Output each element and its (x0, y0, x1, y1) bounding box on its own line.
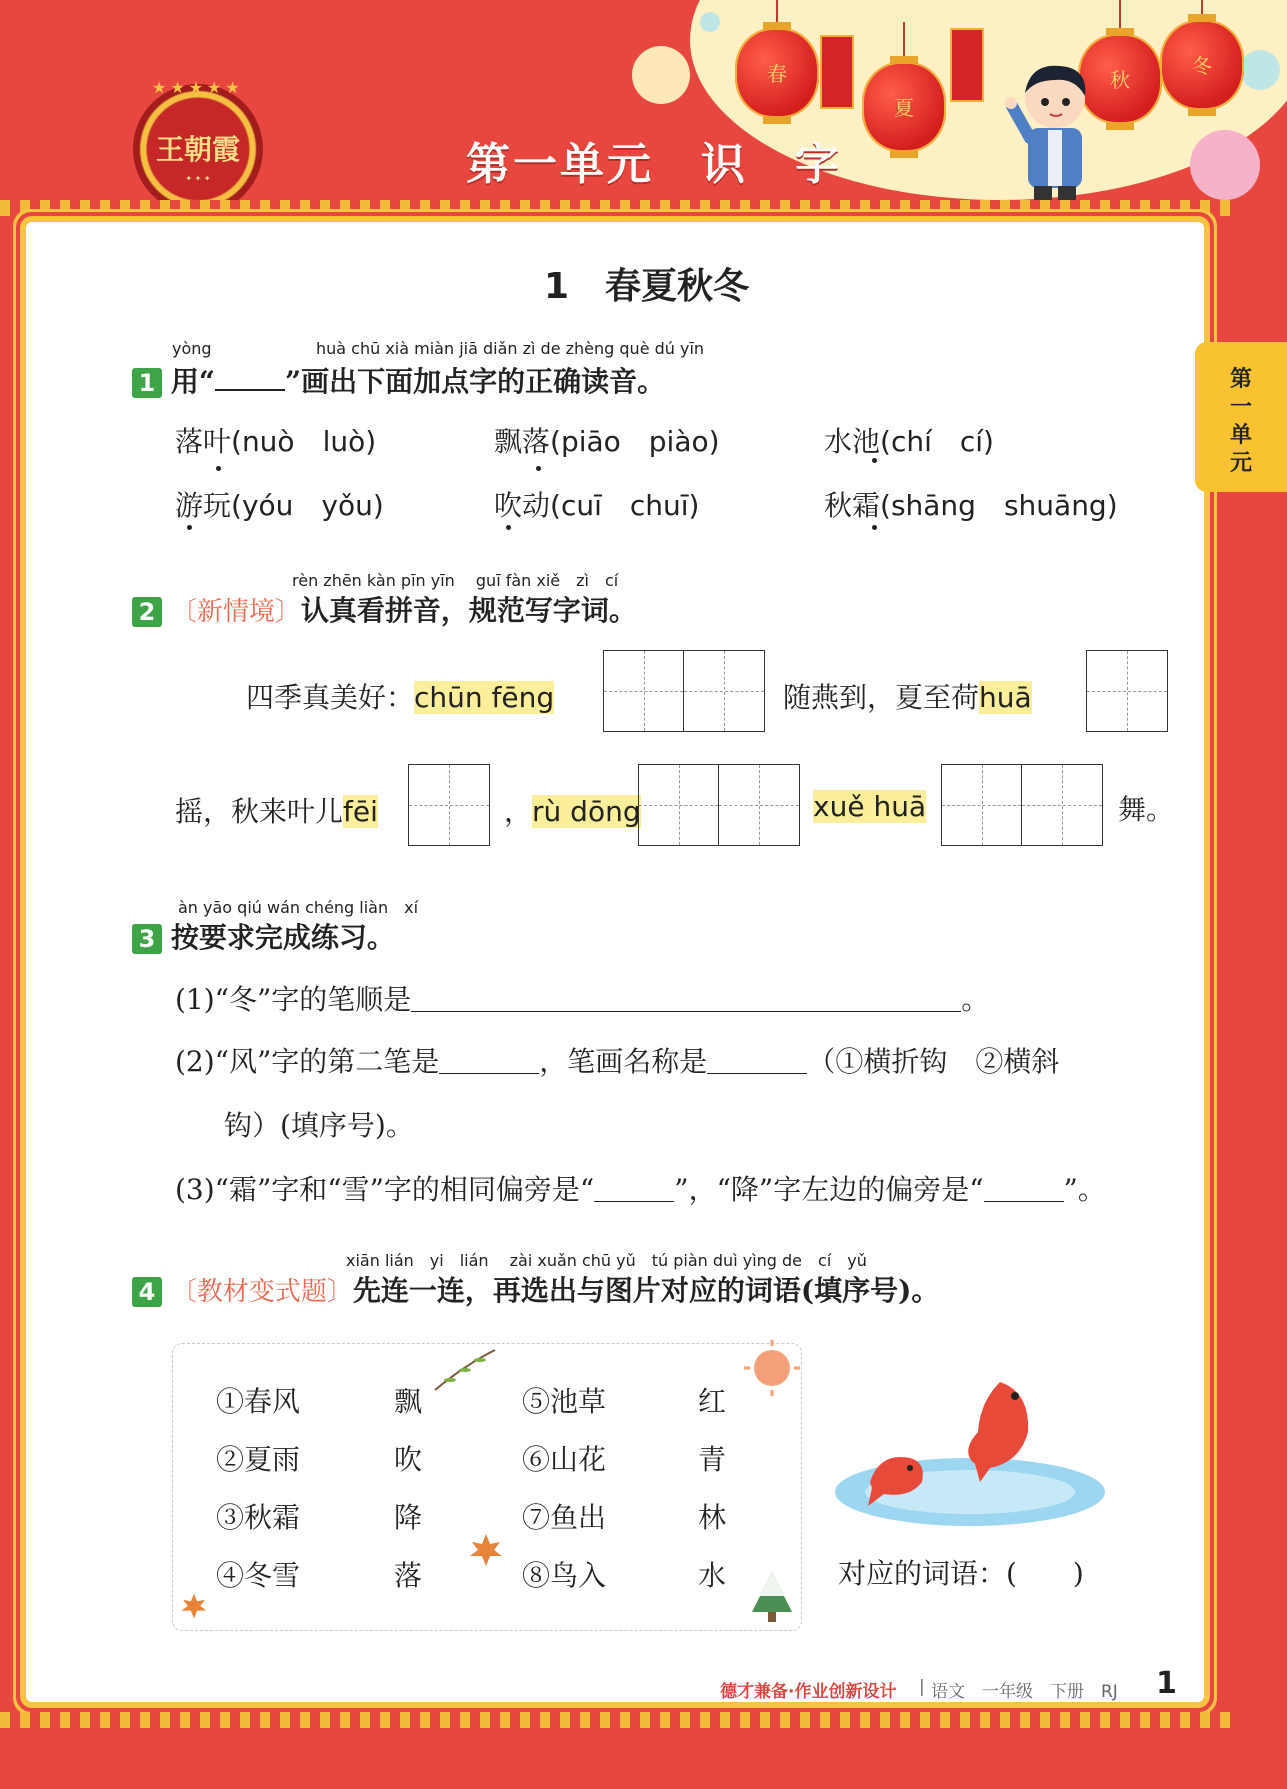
q3-pinyin: àn yāo qiú wán chéng liàn xí (178, 898, 419, 917)
snowy-tree-icon (748, 1568, 796, 1624)
q2-instruction: 2 〔新情境〕认真看拼音，规范写字词。 (132, 589, 637, 629)
writing-grid[interactable] (1086, 650, 1168, 732)
q2-line1-text-b: 随燕到，夏至荷huā (783, 681, 1032, 714)
q1-item: 吹动(cuī chuī) (494, 489, 700, 522)
lantern-icon: 春 (735, 28, 819, 118)
maple-leaf-icon (468, 1532, 504, 1568)
q1-item: 飘落(piāo piào) (494, 425, 720, 458)
q1-item: 游玩(yóu yǒu) (175, 489, 384, 522)
maple-leaf-icon (180, 1592, 208, 1620)
q2-line2-text: 摇，秋来叶儿fēi (175, 795, 378, 828)
logo-stars-icon: ★★★★★ (152, 78, 244, 97)
answer-blank[interactable] (984, 1175, 1064, 1202)
q4-number: 4 (132, 1277, 162, 1307)
emphasis-dot (187, 525, 192, 530)
answer-blank[interactable] (439, 1047, 539, 1074)
lantern-icon: 秋 (1078, 34, 1162, 124)
writing-grid[interactable] (408, 764, 490, 846)
answer-blank[interactable] (411, 985, 961, 1012)
q2-line2-text-c: xuě huā (813, 790, 927, 823)
unit-title: 第一单元 识 字 (466, 139, 842, 190)
logo-name: 王朝霞 (155, 133, 240, 166)
footer-wave-border (0, 1712, 1230, 1728)
q4-instruction: 4 〔教材变式题〕先连一连，再选出与图片对应的词语(填序号)。 (132, 1269, 939, 1309)
header-bubble (1240, 50, 1280, 90)
writing-grid[interactable] (941, 764, 1103, 846)
q2-line2-end: 舞。 (1118, 793, 1175, 826)
header-bubble (1190, 130, 1260, 200)
emphasis-dot (216, 466, 221, 471)
q4-answer-label[interactable]: 对应的词语：( ) (838, 1557, 1084, 1590)
match-word[interactable]: ⑧鸟入 (522, 1559, 607, 1592)
match-verb[interactable]: 水 (698, 1559, 727, 1592)
emphasis-dot (506, 525, 511, 530)
sun-icon (742, 1338, 802, 1398)
q2-tag: 〔新情境〕 (170, 597, 301, 627)
q1-pinyin-yong: yòng (172, 339, 212, 358)
match-verb[interactable]: 林 (698, 1501, 727, 1534)
boy-cartoon-icon (1000, 58, 1110, 208)
fish-pond-picture (830, 1372, 1120, 1532)
q4-tag: 〔教材变式题〕 (170, 1277, 353, 1307)
q3-sub2-cont: 钩）(填序号)。 (224, 1109, 414, 1142)
q1-instruction: 1 用“ ”画出下面加点字的正确读音。 (132, 360, 665, 400)
match-word[interactable]: ⑥山花 (522, 1443, 607, 1476)
match-word[interactable]: ②夏雨 (216, 1443, 301, 1476)
lantern-tassel-icon (820, 35, 854, 109)
q2-line1-text: 四季真美好：chūn fēng (246, 681, 555, 714)
q4-pinyin: xiān lián yi lián zài xuǎn chū yǔ tú piàn duì yìng de cí yǔ (346, 1251, 867, 1270)
willow-branch-icon (430, 1345, 500, 1395)
lesson-title: 1 春夏秋冬 (544, 266, 750, 307)
header-wave-border (0, 200, 1230, 216)
emphasis-dot (872, 525, 877, 530)
match-verb[interactable]: 飘 (394, 1385, 423, 1418)
q2-line2-text-b: ，rù dōng (504, 795, 641, 828)
lantern-icon: 夏 (862, 62, 946, 152)
q1-item: 秋霜(shāng shuāng) (824, 489, 1118, 522)
match-verb[interactable]: 青 (698, 1443, 727, 1476)
writing-grid[interactable] (603, 650, 765, 732)
q3-instruction: 3 按要求完成练习。 (132, 916, 395, 956)
q3-sub2: (2)“风”字的第二笔是 ，笔画名称是 （①横折钩 ②横斜 (175, 1045, 1060, 1078)
writing-grid[interactable] (638, 764, 800, 846)
logo-subtitle: ✦ ✦ ✦ (185, 174, 211, 183)
q3-sub3: (3)“霜”字和“雪”字的相同偏旁是“ ”，“降”字左边的偏旁是“ ”。 (175, 1173, 1106, 1206)
answer-blank[interactable] (707, 1047, 807, 1074)
page-number: 1 (1156, 1666, 1177, 1701)
unit-side-tab: 第 一 单 元 (1195, 342, 1287, 492)
q1-pinyin: huà chū xià miàn jiā diǎn zì de zhèng què dú yīn (316, 339, 705, 358)
q1-item: 落叶(nuò luò) (175, 425, 377, 458)
lantern-icon: 冬 (1160, 20, 1244, 110)
emphasis-dot (536, 466, 541, 471)
match-verb[interactable]: 吹 (394, 1443, 423, 1476)
lantern-tassel-icon (950, 28, 984, 102)
match-verb[interactable]: 红 (698, 1385, 727, 1418)
match-word[interactable]: ①春风 (216, 1385, 301, 1418)
q2-pinyin: rèn zhēn kàn pīn yīn guī fàn xiě zì cí (292, 571, 619, 590)
match-word[interactable]: ⑦鱼出 (522, 1501, 607, 1534)
footer-separator: | (919, 1677, 925, 1697)
footer-brand: 德才兼备·作业创新设计 (720, 1682, 897, 1702)
match-word[interactable]: ⑤池草 (522, 1385, 607, 1418)
header-bubble (632, 46, 690, 104)
emphasis-dot (872, 458, 877, 463)
footer-book-info: 语文 一年级 下册 RJ (931, 1682, 1118, 1702)
match-word[interactable]: ③秋霜 (216, 1501, 301, 1534)
match-verb[interactable]: 落 (394, 1559, 423, 1592)
q1-number: 1 (132, 368, 162, 398)
answer-blank[interactable] (594, 1175, 674, 1202)
q2-number: 2 (132, 597, 162, 627)
match-verb[interactable]: 降 (394, 1501, 423, 1534)
header-bubble (700, 12, 720, 32)
q3-number: 3 (132, 924, 162, 954)
q1-item: 水池(chí cí) (824, 425, 994, 458)
brand-logo (133, 84, 263, 214)
q3-sub1: (1)“冬”字的笔顺是 。 (175, 983, 990, 1016)
match-word[interactable]: ④冬雪 (216, 1559, 301, 1592)
